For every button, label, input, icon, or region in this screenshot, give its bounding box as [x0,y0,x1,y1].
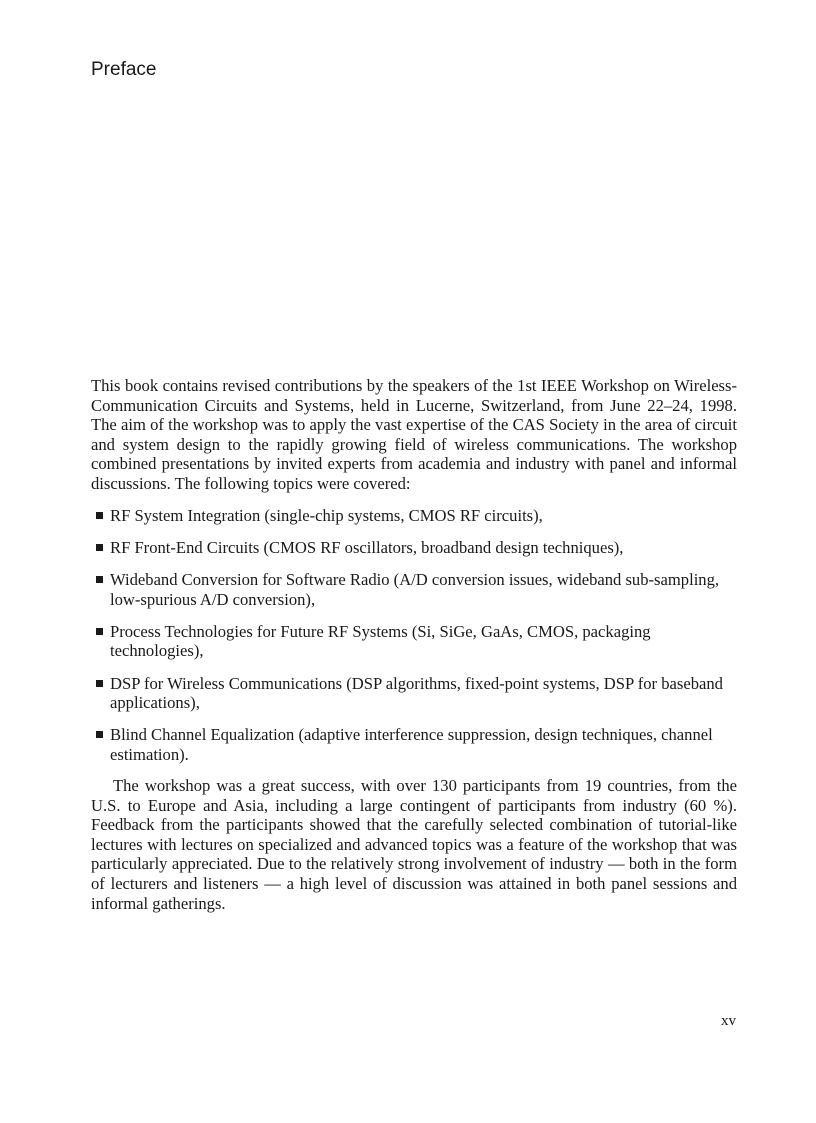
closing-paragraph: The workshop was a great success, with over 130 participants from 19 countries, from the U.S. to Europe and Asia, including a large contingent of participants from industry (60 %). Feedback from the participants showed that the carefully selected combination of tutorial-like lectures with lectures on specialized and advanced topics was a feature of the workshop that was particularly appreciated. Due to the relatively strong involvement of industry — both in the form of lecturers and listeners — a high level of discussion was attained in both panel sessions and informal gatherings. [91,776,737,913]
page-title: Preface [91,59,157,80]
intro-paragraph: This book contains revised contributions by the speakers of the 1st IEEE Workshop on Wireless-Communication Circuits and Systems, held in Lucerne, Switzerland, from June 22–24, 1998. The aim of the workshop was to apply the vast expertise of the CAS Society in the area of circuit and system design to the rapidly growing field of wireless communications. The workshop combined presentations by invited experts from academia and industry with panel and informal discussions. The following topics were covered: [91,376,737,493]
square-bullet-icon [96,512,103,519]
topic-text: RF System Integration (single-chip systems, CMOS RF circuits), [110,505,543,525]
square-bullet-icon [96,544,103,551]
page-number: xv [721,1013,736,1029]
topic-text: Wideband Conversion for Software Radio (A/D conversion issues, wideband sub-sampling, low-spurious A/D conversion), [110,569,720,609]
topic-text: DSP for Wireless Communications (DSP algorithms, fixed-point systems, DSP for baseband applications), [110,673,723,713]
square-bullet-icon [96,628,103,635]
topic-text: Process Technologies for Future RF Systems (Si, SiGe, GaAs, CMOS, packaging technologies), [110,621,651,661]
topic-item [91,725,737,764]
square-bullet-icon [96,680,103,687]
preface-body [91,376,737,913]
square-bullet-icon [96,576,103,583]
topic-text: Blind Channel Equalization (adaptive interference suppression, design techniques, channel estimation). [110,725,713,764]
topic-item [91,506,737,526]
topic-item [91,538,737,558]
topic-item [91,674,737,713]
topic-item [91,570,737,609]
topic-list [91,506,737,765]
topic-item [91,622,737,661]
square-bullet-icon [96,731,103,738]
topic-text: RF Front-End Circuits (CMOS RF oscillators, broadband design techniques), [110,537,624,557]
